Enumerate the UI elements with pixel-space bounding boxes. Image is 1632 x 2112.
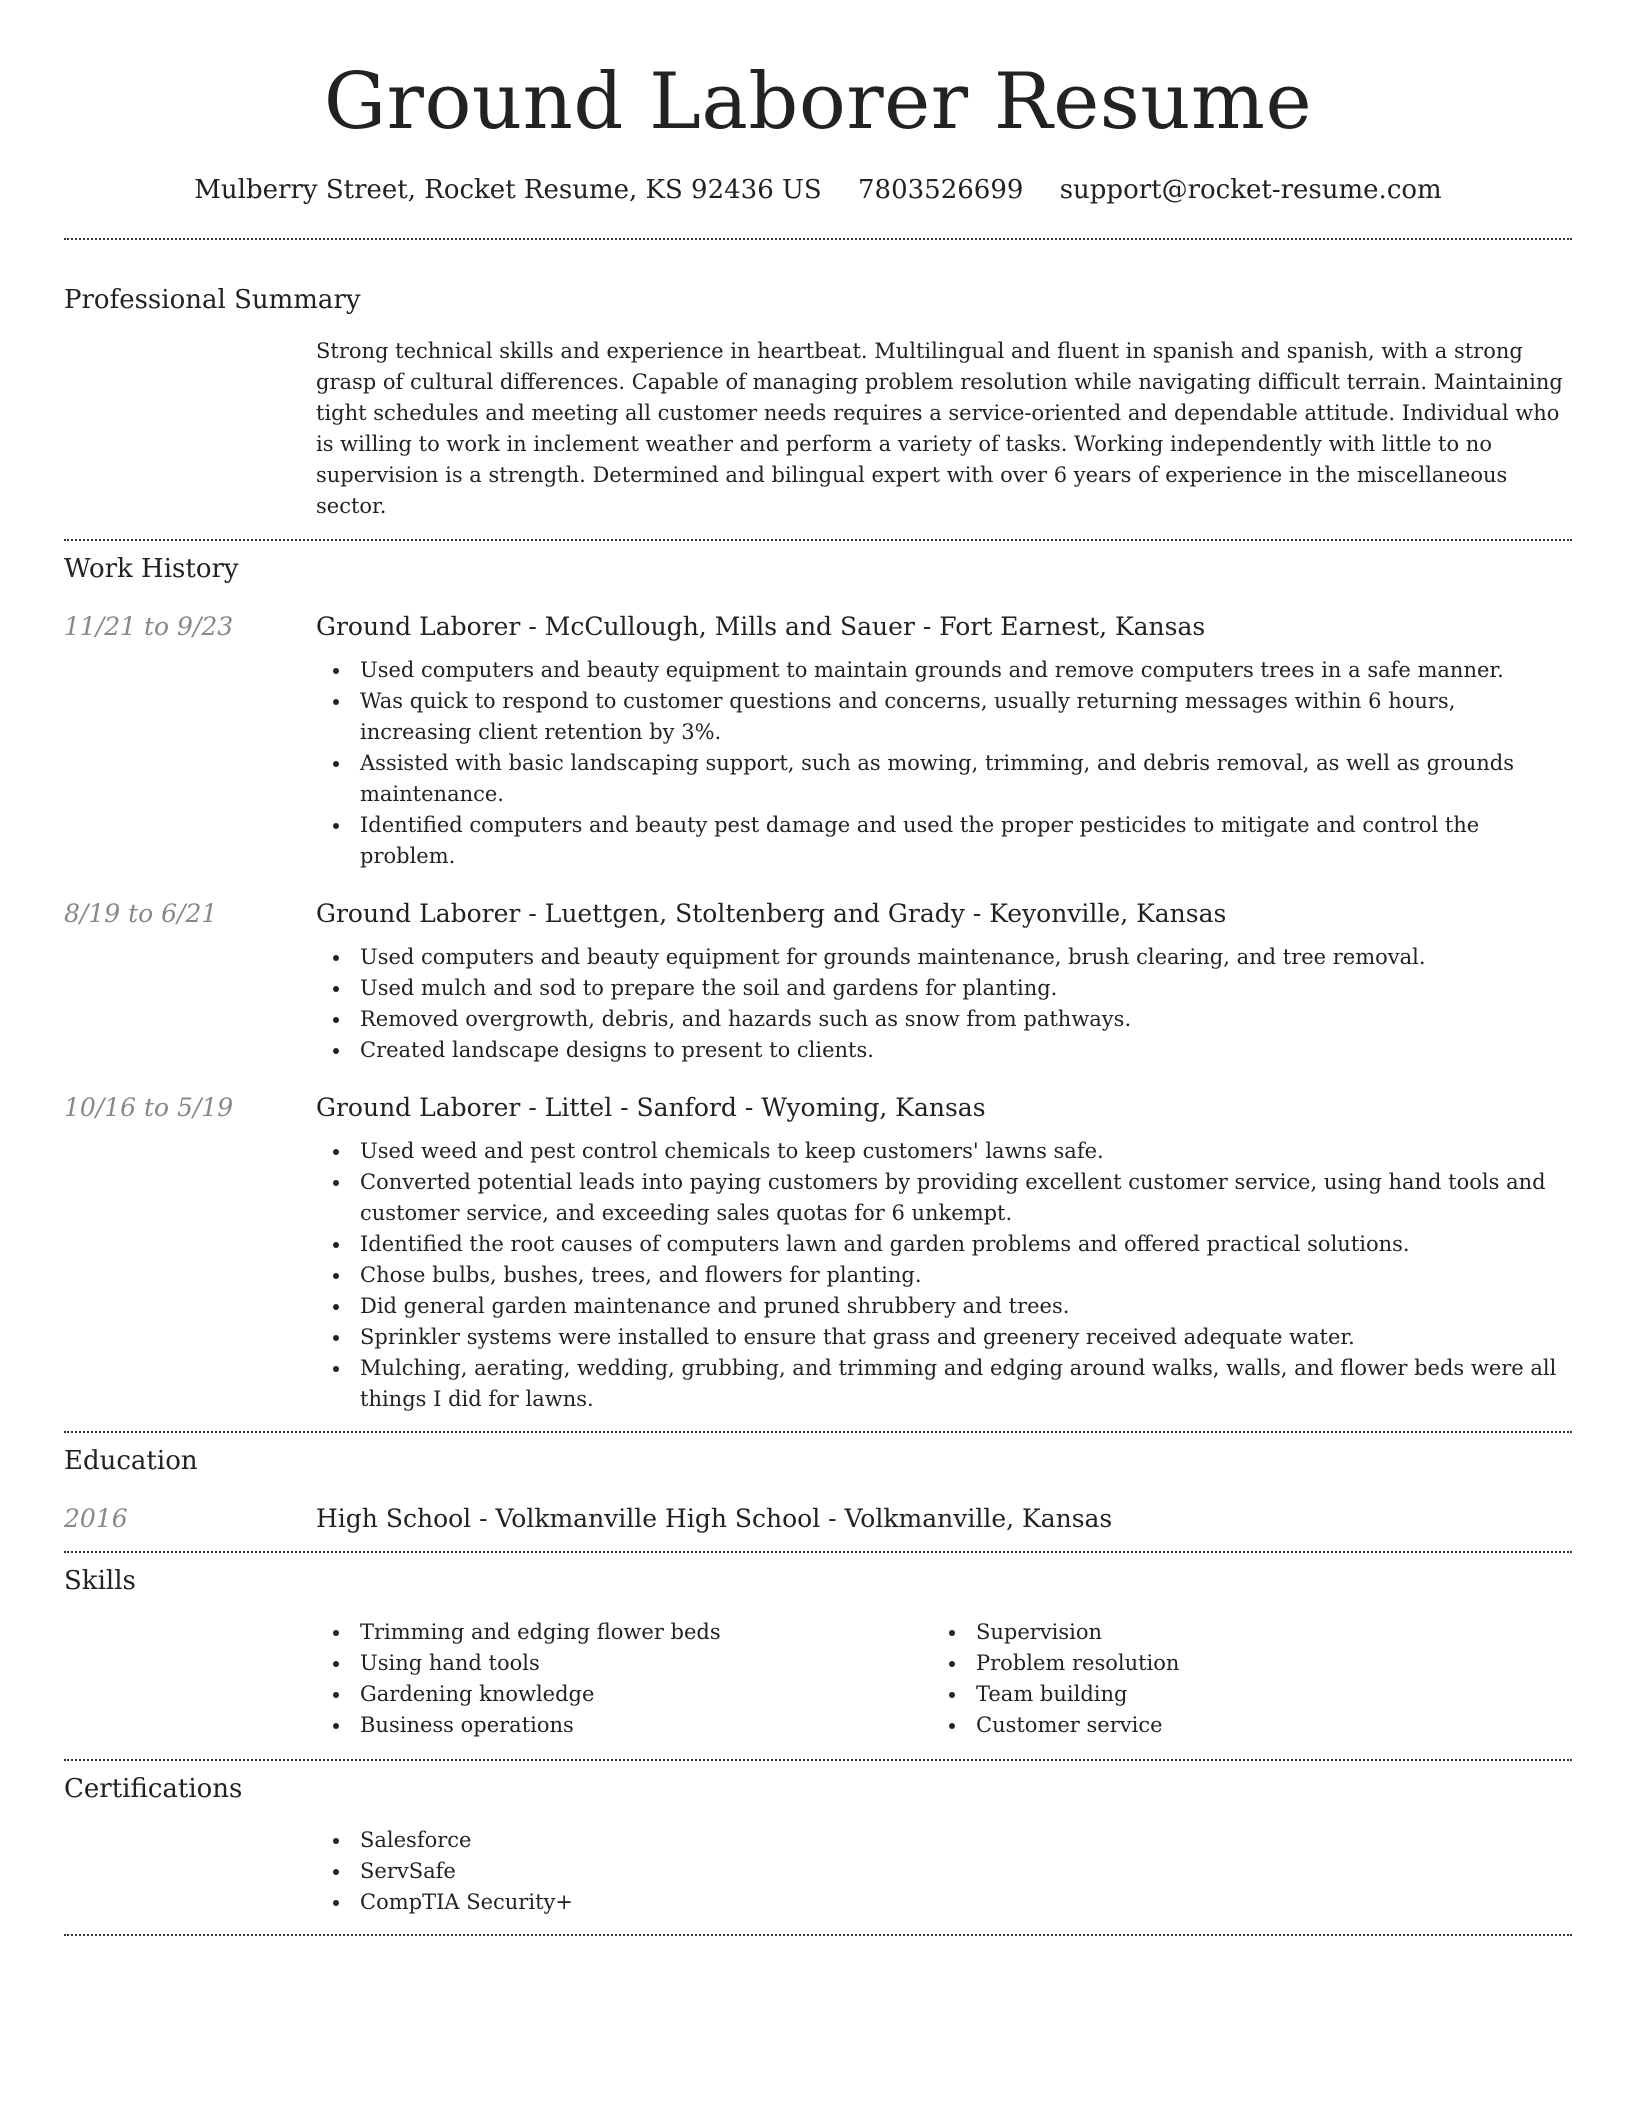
job-bullets [316,655,1572,872]
list-item: Customer service [932,1710,1548,1741]
list-item: Supervision [932,1617,1548,1648]
list-item: Did general garden maintenance and pruned shrubbery and trees. [316,1291,1572,1322]
summary-text: Strong technical skills and experience in heartbeat. Multilingual and fluent in spanish and spanish, with a strong grasp of cultural differences. Capable of managing problem resolution while navigating difficult terrain. Maintaining tight schedules and meeting all customer needs requires a service-oriented and dependable attitude. Individual who is willing to work in inclement weather and perform a variety of tasks. Working independently with little to no supervision is a strength. Determined and bilingual expert with over 6 years of experience in the miscellaneous sector. [316,339,1563,518]
work-history-section [64,551,1572,1415]
list-item: Converted potential leads into paying customers by providing excellent customer service, using hand tools and customer service, and exceeding sales quotas for 6 unkempt. [316,1167,1572,1229]
list-item: CompTIA Security+ [316,1887,1572,1918]
skills-list-right [932,1617,1548,1741]
contact-phone: 7803526699 [858,175,1024,205]
job-entry [64,896,1572,1066]
job-bullets [316,942,1572,1066]
list-item: Chose bulbs, bushes, trees, and flowers for planting. [316,1260,1572,1291]
section-title-summary: Professional Summary [64,285,361,315]
summary-section [64,282,1572,522]
list-item: ServSafe [316,1856,1572,1887]
list-item: Used computers and beauty equipment for grounds maintenance, brush clearing, and tree removal. [316,942,1572,973]
section-title-certifications: Certifications [64,1774,243,1804]
section-divider [64,1759,1572,1761]
list-item: Team building [932,1679,1548,1710]
job-title: Ground Laborer - McCullough, Mills and Sauer - Fort Earnest, Kansas [316,612,1206,641]
education-section [64,1443,1572,1537]
list-item: Used computers and beauty equipment to maintain grounds and remove computers trees in a safe manner. [316,655,1572,686]
job-dates: 11/21 to 9/23 [64,612,234,641]
list-item: Used mulch and sod to prepare the soil and gardens for planting. [316,973,1572,1004]
education-entry: High School - Volkmanville High School - Volkmanville, Kansas [316,1504,1113,1533]
job-dates: 10/16 to 5/19 [64,1093,234,1122]
list-item: Gardening knowledge [316,1679,932,1710]
list-item: Was quick to respond to customer questions and concerns, usually returning messages within 6 hours, increasing client retention by 3%. [316,686,1572,748]
list-item: Used weed and pest control chemicals to keep customers' lawns safe. [316,1136,1572,1167]
job-title: Ground Laborer - Littel - Sanford - Wyoming, Kansas [316,1093,986,1122]
job-entry [64,1090,1572,1415]
list-item: Trimming and edging flower beds [316,1617,932,1648]
contact-address: Mulberry Street, Rocket Resume, KS 92436 US [194,175,822,205]
resume-title: Ground Laborer Resume [323,57,1313,147]
resume-page [64,0,1572,1936]
list-item: Business operations [316,1710,932,1741]
section-divider [64,1551,1572,1553]
section-divider [64,539,1572,541]
list-item: Salesforce [316,1825,1572,1856]
section-title-education: Education [64,1446,198,1476]
section-title-work: Work History [64,554,239,584]
job-dates: 8/19 to 6/21 [64,899,218,928]
list-item: Problem resolution [932,1648,1548,1679]
education-year: 2016 [64,1504,128,1533]
certifications-section [64,1771,1572,1918]
list-item: Created landscape designs to present to clients. [316,1035,1572,1066]
section-divider [64,1934,1572,1936]
list-item: Using hand tools [316,1648,932,1679]
list-item: Sprinkler systems were installed to ensure that grass and greenery received adequate water. [316,1322,1572,1353]
list-item: Removed overgrowth, debris, and hazards such as snow from pathways. [316,1004,1572,1035]
job-title: Ground Laborer - Luettgen, Stoltenberg and Grady - Keyonville, Kansas [316,899,1227,928]
contact-email: support@rocket-resume.com [1059,175,1442,205]
list-item: Identified the root causes of computers lawn and garden problems and offered practical solutions. [316,1229,1572,1260]
list-item: Assisted with basic landscaping support, such as mowing, trimming, and debris removal, as well as grounds maintenance. [316,748,1572,810]
job-bullets [316,1136,1572,1415]
job-entry [64,609,1572,872]
contact-line [64,170,1572,210]
section-divider [64,238,1572,240]
list-item: Mulching, aerating, wedding, grubbing, and trimming and edging around walks, walls, and flower beds were all things I did for lawns. [316,1353,1572,1415]
section-divider [64,1431,1572,1433]
skills-list-left [316,1617,932,1741]
section-title-skills: Skills [64,1566,136,1596]
certifications-list [316,1825,1572,1918]
list-item: Identified computers and beauty pest damage and used the proper pesticides to mitigate and control the problem. [316,810,1572,872]
skills-section [64,1563,1572,1741]
